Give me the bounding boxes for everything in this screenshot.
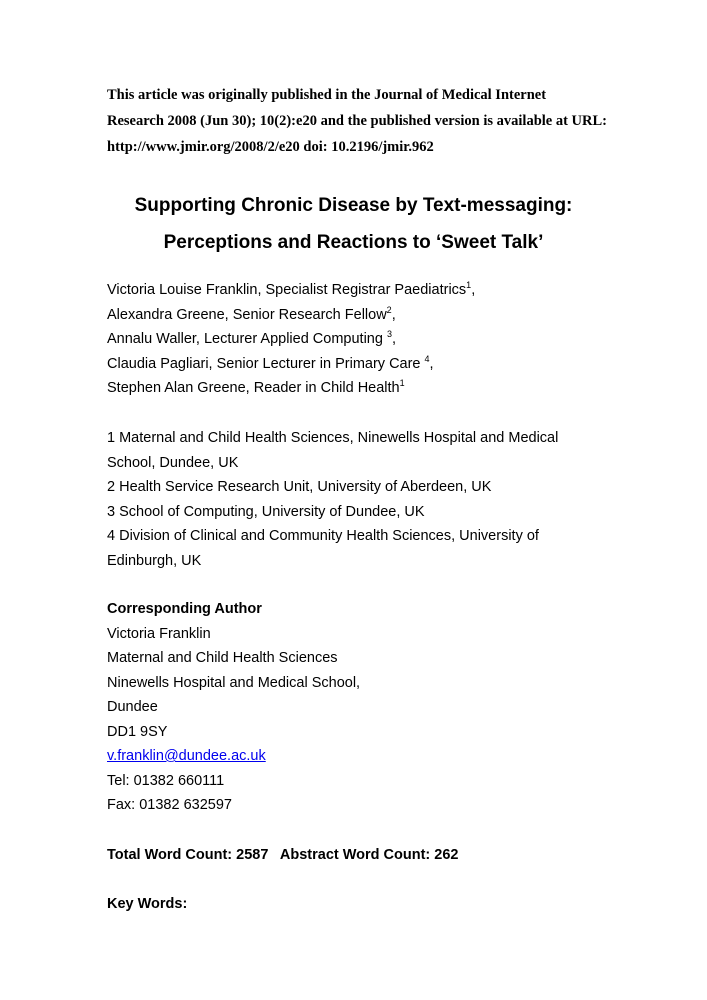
total-word-count: Total Word Count: 2587 (107, 847, 269, 863)
author-name: Claudia Pagliari, Senior Lecturer in Primary Care (107, 355, 425, 372)
affiliation-marker: 4 (424, 353, 430, 364)
address-line: DD1 9SY (107, 723, 168, 740)
corresponding-author-block (107, 597, 667, 818)
author-line (107, 327, 667, 352)
affiliation-line: Edinburgh, UK (107, 552, 202, 569)
author-line (107, 352, 667, 377)
author-name: Victoria Louise Franklin, Specialist Registrar Paediatrics (107, 282, 467, 298)
telephone: Tel: 01382 660111 (107, 772, 225, 789)
author-line (107, 303, 667, 328)
notice-line: This article was originally published in the Journal of Medical Internet (107, 87, 547, 103)
author-separator: , (391, 306, 396, 323)
affiliation-line: School, Dundee, UK (107, 454, 239, 471)
abstract-word-count: Abstract Word Count: 262 (279, 847, 459, 863)
address-line: Ninewells Hospital and Medical School, (107, 674, 361, 691)
affiliation-marker: 3 (386, 329, 392, 339)
author-separator: , (391, 331, 397, 347)
affiliations (107, 426, 667, 573)
author-line (107, 278, 667, 303)
email-link[interactable]: v.franklin@dundee.ac.uk (107, 748, 266, 764)
author-separator: , (471, 282, 476, 298)
author-line (107, 376, 667, 401)
author-name: Annalu Waller, Lecturer Applied Computing (107, 331, 387, 347)
title-line-1: Supporting Chronic Disease by Text-messaging: (134, 195, 573, 216)
notice-line: http://www.jmir.org/2008/2/e20 doi: 10.2196/jmir.962 (107, 139, 434, 155)
corresponding-author-name: Victoria Franklin (107, 625, 211, 642)
title-line-2: Perceptions and Reactions to ‘Sweet Talk’ (163, 232, 544, 253)
affiliation-line: 1 Maternal and Child Health Sciences, Ninewells Hospital and Medical (107, 430, 559, 446)
author-name: Stephen Alan Greene, Reader in Child Health (107, 380, 400, 396)
word-counts (107, 843, 667, 868)
affiliation-line: 4 Division of Clinical and Community Health Sciences, University of (107, 528, 539, 544)
address-line: Dundee (107, 699, 158, 715)
keywords-label: Key Words: (107, 896, 188, 912)
affiliation-line: 3 School of Computing, University of Dundee, UK (107, 503, 425, 520)
corresponding-author-heading: Corresponding Author (107, 601, 262, 617)
author-separator: , (429, 355, 434, 372)
affiliation-marker: 2 (386, 304, 392, 315)
keywords-section (107, 892, 667, 917)
affiliation-marker: 1 (466, 280, 472, 290)
author-name: Alexandra Greene, Senior Research Fellow (107, 306, 387, 323)
publication-notice (107, 82, 627, 160)
affiliation-line: 2 Health Service Research Unit, University of Aberdeen, UK (107, 479, 492, 495)
fax: Fax: 01382 632597 (107, 797, 232, 813)
notice-line: Research 2008 (Jun 30); 10(2):e20 and the published version is available at URL: (107, 113, 607, 129)
article-title (0, 187, 707, 261)
author-list (107, 278, 667, 401)
affiliation-marker: 1 (399, 378, 405, 388)
address-line: Maternal and Child Health Sciences (107, 650, 338, 666)
